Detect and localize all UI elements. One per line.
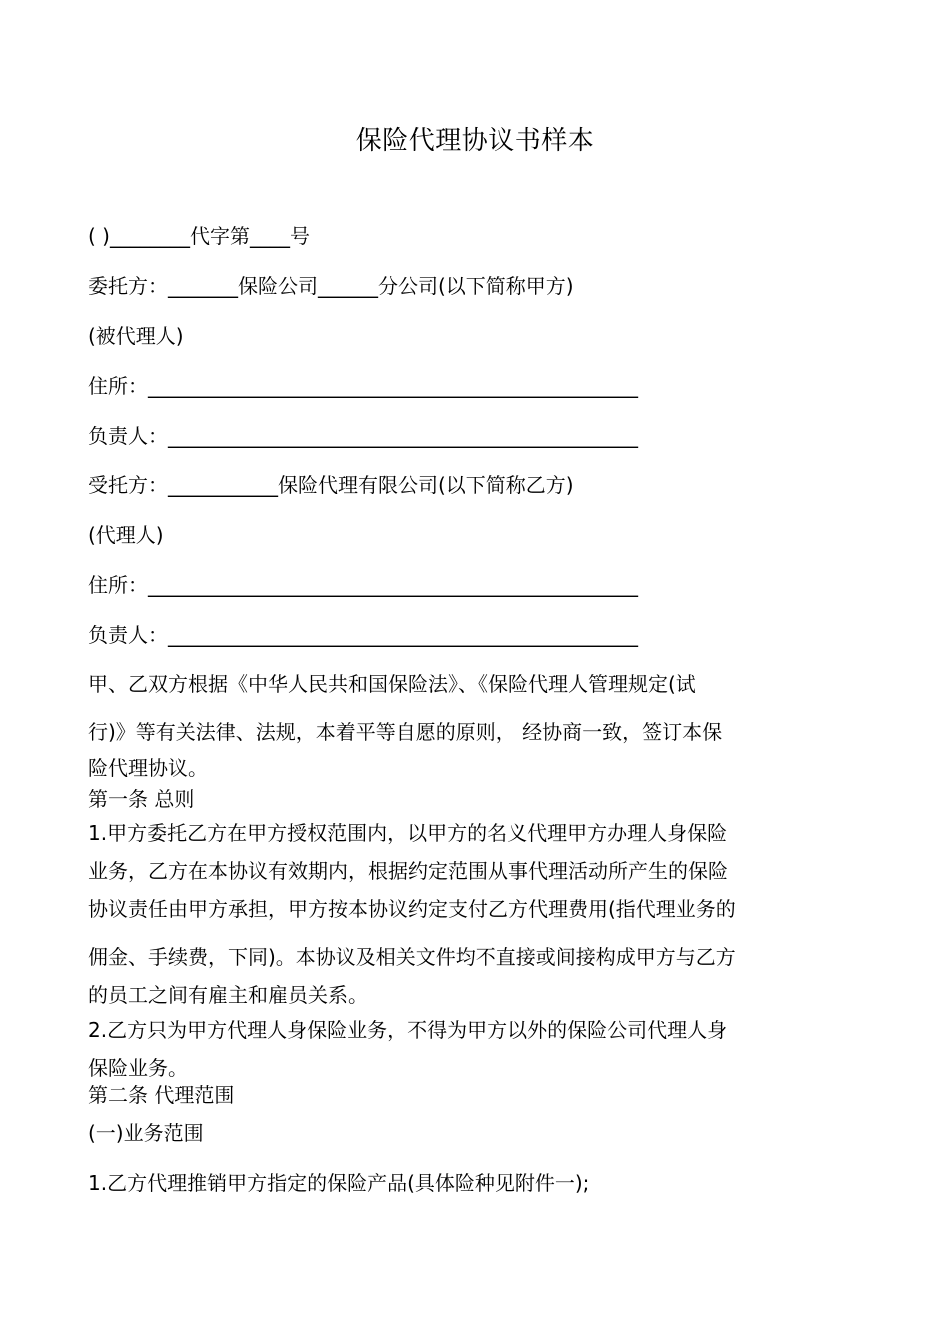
article-1-item-2 — [88, 1016, 864, 1082]
preamble-line: 险代理协议。 — [88, 756, 208, 780]
principal-line: 委托方：_______保险公司______分公司(以下简称甲方) — [88, 274, 574, 298]
paragraph-line: 保险业务。 — [88, 1056, 188, 1080]
article-1-item-1 — [88, 819, 864, 1009]
preamble-line: 甲、乙双方根据《中华人民共和国保险法》、《保险代理人管理规定(试 — [88, 672, 696, 696]
paragraph-line: 2.乙方只为甲方代理人身保险业务，不得为甲方以外的保险公司代理人身 — [88, 1018, 728, 1042]
agent-manager-line: 负责人：_______________________________________________ — [88, 623, 638, 647]
principal-manager-line: 负责人：_______________________________________________ — [88, 424, 638, 448]
preamble-paragraph — [88, 670, 864, 782]
agent-address-line: 住所：_________________________________________________ — [88, 573, 638, 597]
preamble-line: 行)》等有关法律、法规，本着平等自愿的原则， 经协商一致，签订本保 — [88, 720, 723, 744]
agent-role-line: (代理人) — [88, 523, 164, 547]
agent-line: 受托方：___________保险代理有限公司(以下简称乙方) — [88, 473, 574, 497]
paragraph-line: 业务，乙方在本协议有效期内，根据约定范围从事代理活动所产生的保险 — [88, 859, 728, 883]
paragraph-line: 协议责任由甲方承担，甲方按本协议约定支付乙方代理费用(指代理业务的 — [88, 897, 736, 921]
principal-address-line: 住所：_________________________________________________ — [88, 374, 638, 398]
contract-number-line: ( )________代字第____号 — [88, 224, 310, 248]
paragraph-line: 1.甲方委托乙方在甲方授权范围内，以甲方的名义代理甲方办理人身保险 — [88, 821, 728, 845]
paragraph-line: 佣金、手续费，下同)。本协议及相关文件均不直接或间接构成甲方与乙方 — [88, 945, 736, 969]
paragraph-line: 的员工之间有雇主和雇员关系。 — [88, 983, 368, 1007]
document-title: 保险代理协议书样本 — [355, 126, 595, 156]
principal-role-line: (被代理人) — [88, 324, 184, 348]
article-2-subheading: (一)业务范围 — [88, 1121, 204, 1145]
article-1-heading: 第一条 总则 — [88, 787, 195, 811]
article-2-heading: 第二条 代理范围 — [88, 1083, 235, 1107]
article-2-item-1: 1.乙方代理推销甲方指定的保险产品(具体险种见附件一); — [88, 1171, 590, 1195]
